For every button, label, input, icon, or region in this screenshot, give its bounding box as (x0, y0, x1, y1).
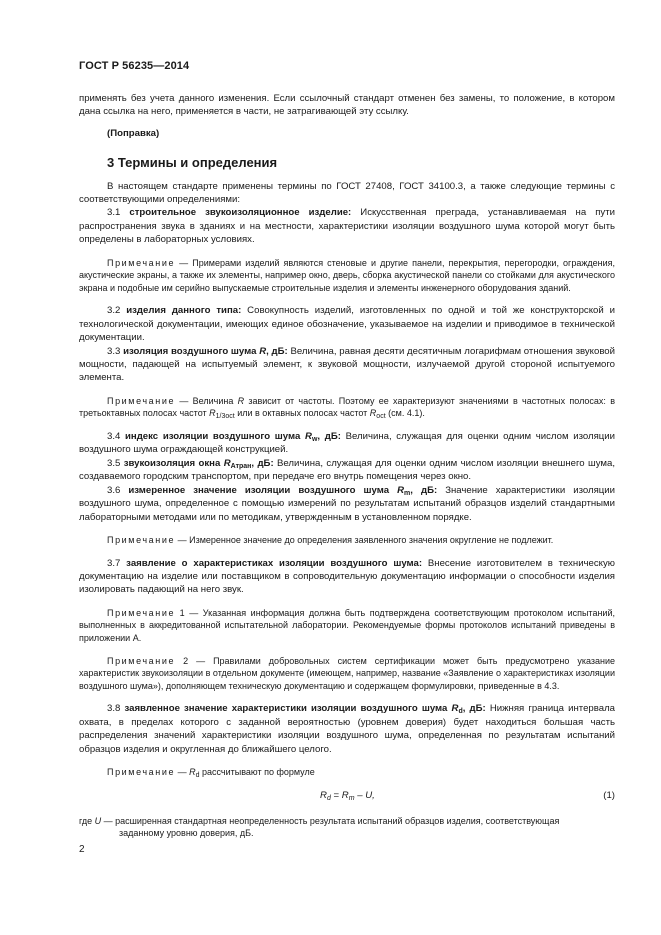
page-number: 2 (79, 844, 85, 855)
section-title: 3 Термины и определения (107, 155, 278, 171)
term-3-8: 3.8 заявленное значение характеристики изоляции воздушного шума $R_d$, дБ: Нижняя граница интервала охвата, в пределах которого с заданной вероятностью (уровнем доверия) будет находиться большая часть распределения значений характеристики изоляции воздушного шума, определенная по результатам испытаний образцов изделия и округленная до ближайшего целого. (79, 703, 616, 755)
term-3-2: 3.2 изделия данного типа: Совокупность изделий, изготовленных по одной и той же конструкторской и технологической документации, имеющих единое обозначение, указываемое на изделии и приводимое в технической документации. (79, 305, 615, 344)
note-3-7-1: Примечание 1 — Указанная информация должна быть подтверждена соответствующим протоколом испытаний, выполненных в аккредитованной испытательной лаборатории. Рекомендуемые формы протоколов испытаний приведены в приложении А. (79, 607, 615, 643)
formula-number: (1) (603, 789, 615, 801)
term-3-1: 3.1 строительное звукоизоляционное изделие: Искусственная преграда, устанавливаемая на пути распространения звука в зданиях и на местности, характеристики изоляции воздушного шума которой могут быть определены в лабораторных условиях. (79, 207, 615, 246)
where-clause (79, 815, 615, 840)
term-3-6: 3.6 измеренное значение изоляции воздушного шума $R_m$, дБ: Значение характеристики изоляции воздушного шума, определенное с помощью измерений по результатам испытаний образцов изделий стандартными лабораторными методами или по методикам, утвержденным в установленном порядке. (79, 484, 616, 523)
document-body (79, 92, 615, 840)
formula-1 (79, 787, 615, 807)
term-3-4: 3.4 индекс изоляции воздушного шума $R_w$, дБ: Величина, служащая для оценки одним числом изоляции воздушного шума ограждающей конструкцией. (79, 431, 616, 456)
term-3-3: 3.3 изоляция воздушного шума R, дБ: Величина, равная десяти десятичным логарифмам отношения звуковой мощности, падающей на испытуемый элемент, к звуковой мощности, излучаемой другой стороной испытуемого элемента. (79, 345, 616, 384)
note-3-7-2: Примечание 2 — Правилами добровольных систем сертификации может быть предусмотрено указание характеристик звукоизоляции в отдельном документе (имеющем, например, название «Заявление о характеристиках изоляции воздушного шума»), дополняющем техническую документацию и содержащем формулировки, приведенные в 4.3. (79, 655, 615, 691)
where-continuation: заданному уровню доверия, дБ. (119, 828, 254, 839)
intro-paragraph: применять без учета данного изменения. Если ссылочный стандарт отменен без замены, то положение, в котором дана ссылка на него, применяется в части, не затрагивающей эту ссылку. (79, 93, 615, 118)
term-3-7: 3.7 заявление о характеристиках изоляции воздушного шума: Внесение изготовителем в техническую документацию на изделие или поставщиком в сопроводительную документацию информации о способности изделия изолировать падающий на него звук. (79, 557, 615, 596)
where-line: где U — расширенная стандартная неопределенность результата испытаний образцов изделия, соответствующая (79, 815, 560, 826)
section-intro: В настоящем стандарте применены термины по ГОСТ 27408, ГОСТ 34100.3, а также следующие термины с соответствующими определениями: (79, 180, 615, 206)
page-header: ГОСТ Р 56235—2014 (79, 60, 190, 72)
correction-mark: (Поправка) (107, 127, 160, 139)
term-3-5: 3.5 звукоизоляция окна $R_{Атран}$, дБ: Величина, служащая для оценки одним числом изоляции внешнего шума, создаваемого городским транспортом, при передаче его внутрь помещения через окно. (79, 457, 615, 483)
note-3-6: Примечание — Измеренное значение до определения заявленного значения округление не подлежит. (107, 534, 554, 545)
note-3-3: Примечание — Величина R зависит от частоты. Поэтому ее характеризуют значениями в частотных полосах: в третьоктавных полосах частот $R_{1/3oct}$ или в октавных полосах частот $R_{oct}$ (см. 4.1). (79, 395, 615, 421)
formula-expression: $R_d = R_m - U$, (320, 789, 375, 802)
note-3-1: Примечание — Примерами изделий являются стеновые и другие панели, перекрытия, перегородки, ограждения, акустические экраны, а также их элементы, например окно, дверь, сборка акустической панели со стойками для акустического экрана и подобные им серийно выпускаемые строительные изделия и элементы инженерного оборудования зданий. (79, 257, 615, 293)
note-3-8: Примечание — $R_d$ рассчитывают по формуле (107, 766, 315, 779)
